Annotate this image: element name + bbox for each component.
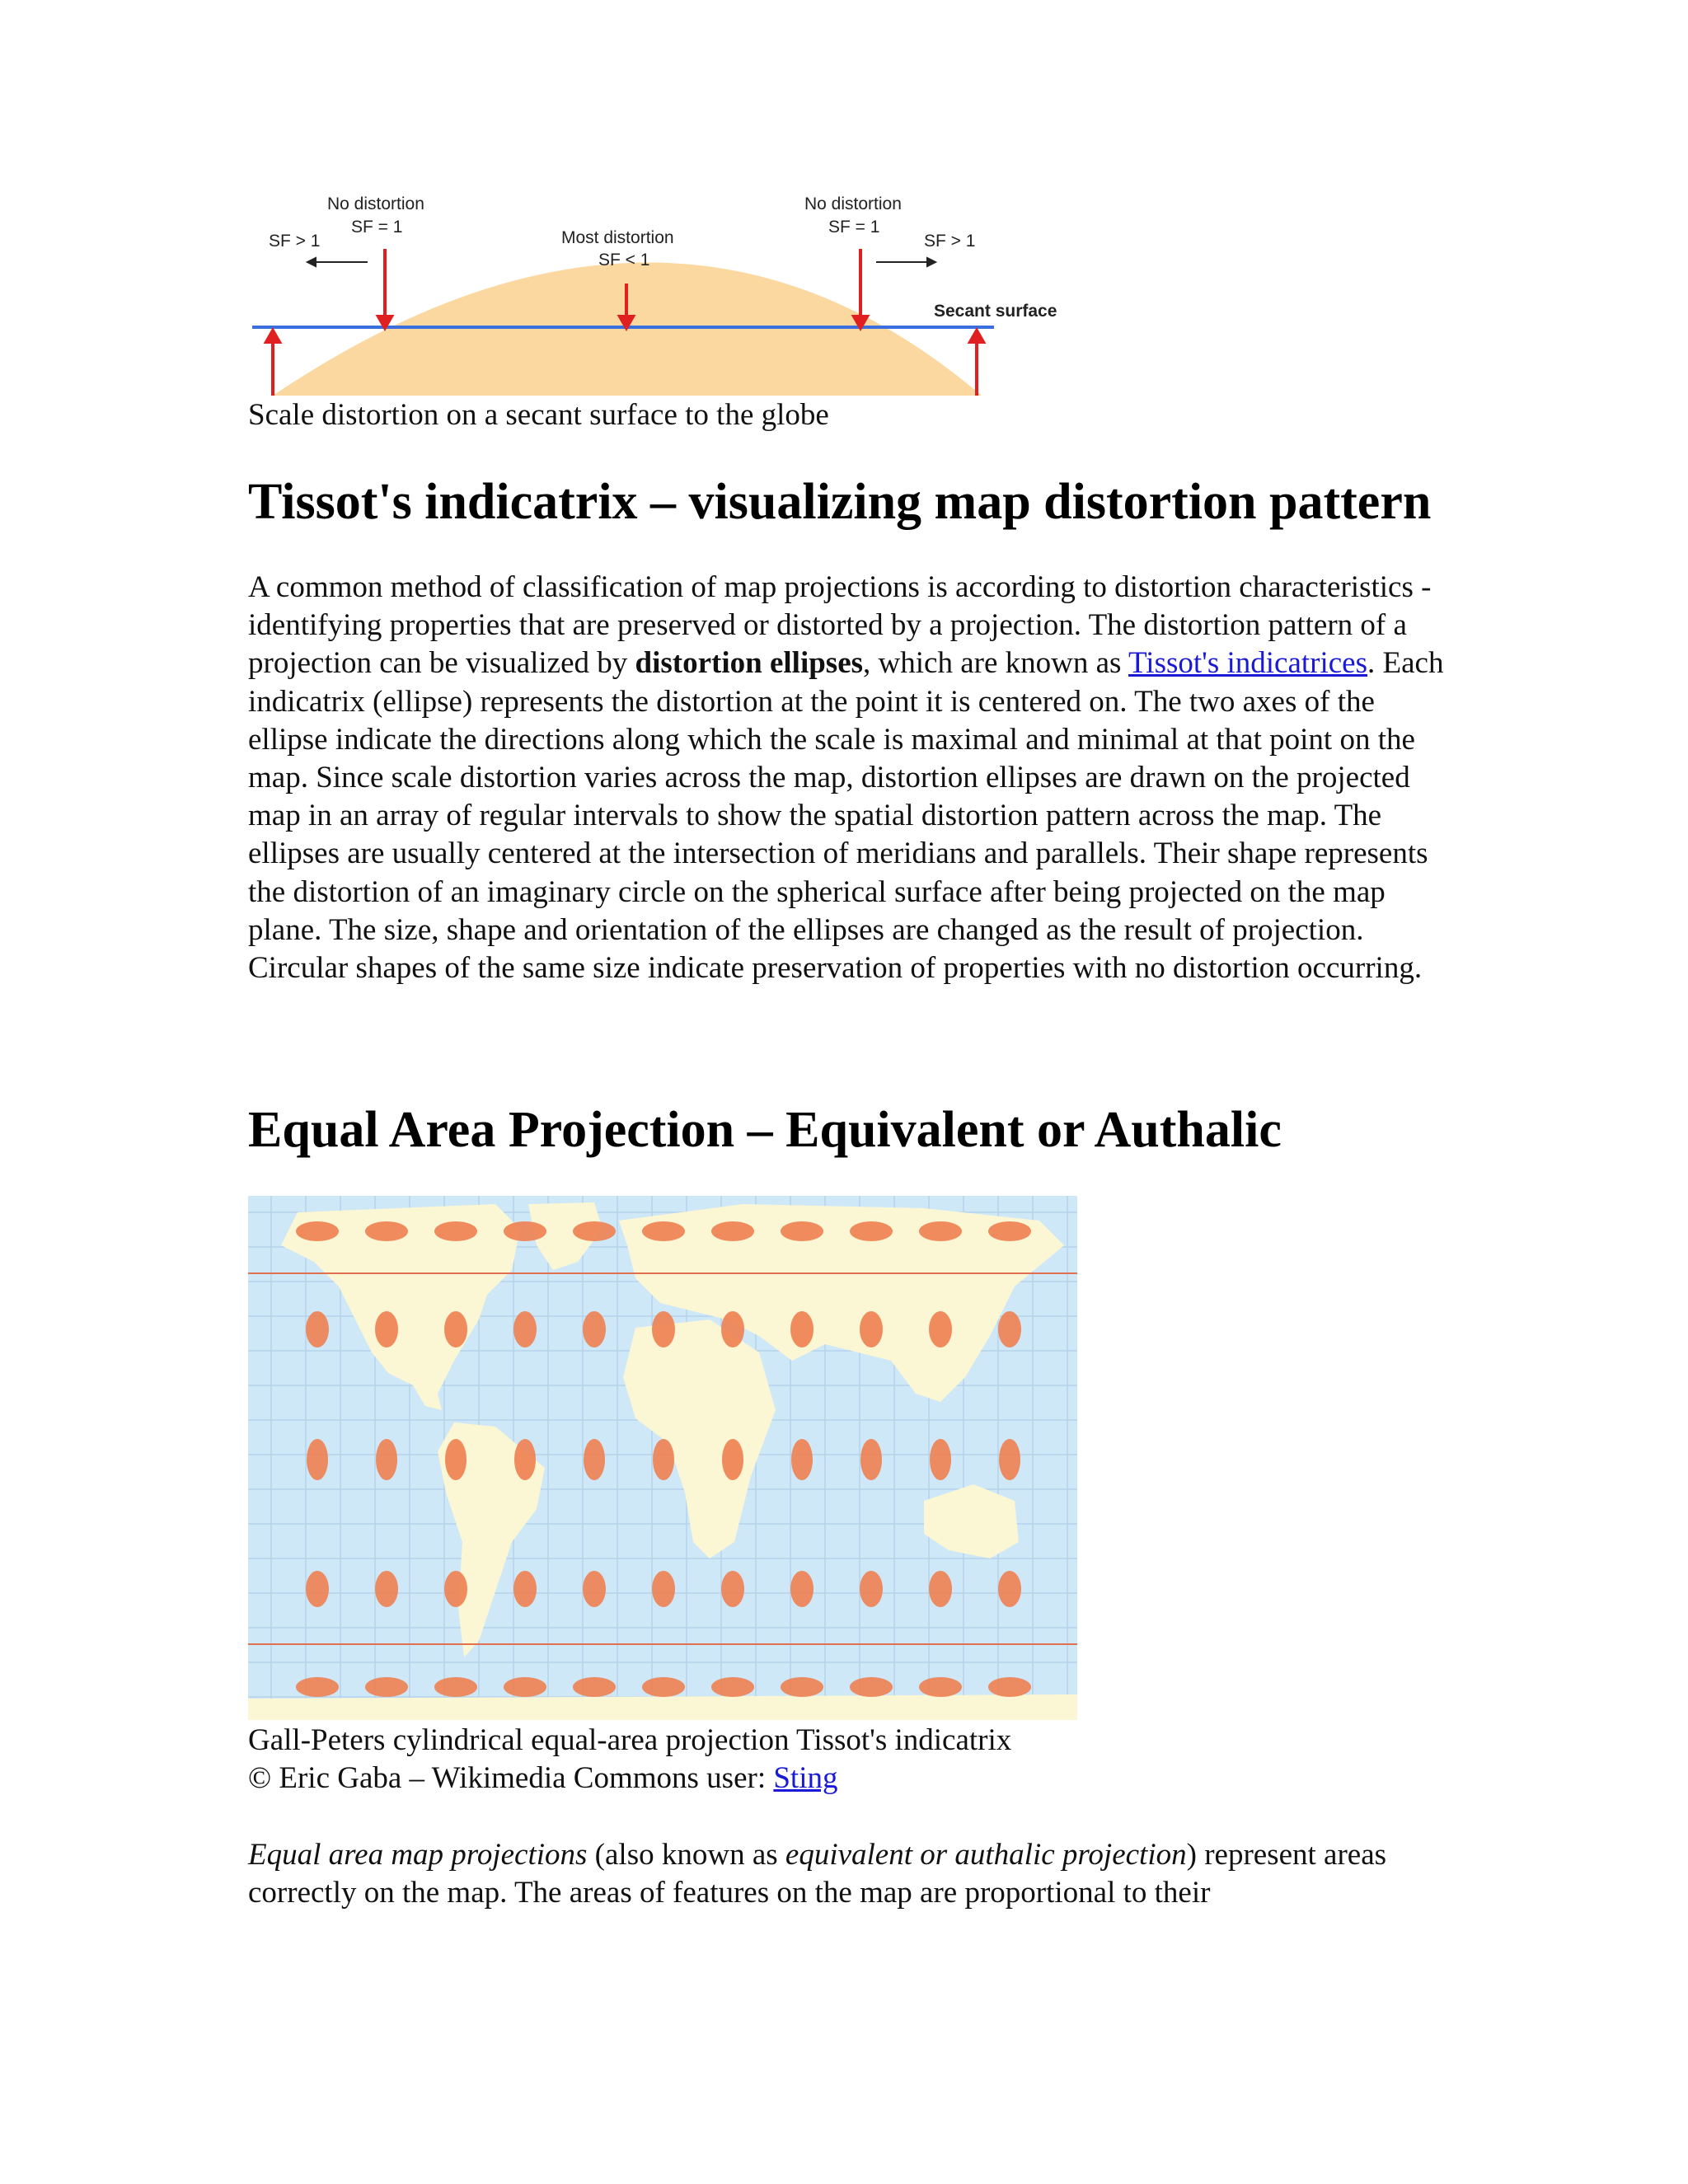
map-credit-text: © Eric Gaba – Wikimedia Commons user: <box>248 1761 774 1795</box>
tissot-ellipse <box>781 1221 823 1241</box>
tissot-ellipse <box>434 1221 477 1241</box>
tissot-ellipse <box>584 1439 605 1480</box>
right-sf-greater-label: SF > 1 <box>924 232 976 251</box>
tissot-ellipse <box>929 1311 952 1347</box>
tissot-ellipse <box>434 1677 477 1697</box>
tissot-ellipse <box>653 1439 674 1480</box>
equal-area-text-b: ) represent areas correctly on the map. The areas of features on the map are proportional to their <box>248 1838 1387 1910</box>
tissot-ellipse <box>711 1221 754 1241</box>
secant-distortion-diagram <box>248 191 1081 397</box>
equal-area-italic: Equal area map projections <box>248 1838 588 1872</box>
sting-link[interactable]: Sting <box>773 1761 838 1795</box>
tissot-ellipse <box>711 1677 754 1697</box>
tissot-ellipse <box>652 1571 675 1607</box>
tissot-ellipse <box>375 1571 398 1607</box>
tissot-ellipse <box>850 1221 893 1241</box>
figure1-caption: Scale distortion on a secant surface to the globe <box>248 398 829 432</box>
tissot-ellipse <box>375 1311 398 1347</box>
tissot-ellipse <box>721 1571 744 1607</box>
tissot-ellipse <box>513 1571 537 1607</box>
equal-area-paragraph <box>248 1836 1451 1912</box>
tissot-ellipse <box>306 1311 329 1347</box>
tissot-ellipse <box>573 1221 616 1241</box>
center-sf-label: SF < 1 <box>598 251 650 269</box>
tissot-ellipse <box>296 1221 339 1241</box>
arrow-right-direction <box>876 258 935 266</box>
tissot-text-a: A common method of classification of map projections is according to distortion characteristics - identifying properties that are preserved or distorted by a projection. The distortion pattern of a projection can be visualized by <box>248 570 1432 681</box>
tissot-ellipse <box>998 1311 1021 1347</box>
left-no-distortion-label: No distortion <box>327 194 424 213</box>
tissot-ellipse <box>365 1677 408 1697</box>
tissot-ellipse <box>642 1677 685 1697</box>
tissot-ellipse <box>583 1571 606 1607</box>
gall-peters-map <box>248 1196 1077 1720</box>
tissot-ellipse <box>296 1677 339 1697</box>
right-sf-label: SF = 1 <box>828 218 880 237</box>
authalic-italic: equivalent or authalic projection <box>785 1838 1187 1872</box>
tissot-ellipse <box>781 1677 823 1697</box>
tissot-ellipse <box>376 1439 397 1480</box>
tissot-ellipse <box>445 1439 467 1480</box>
map-credit <box>248 1760 838 1797</box>
arrow-right-edge-up <box>970 330 983 396</box>
map-caption: Gall-Peters cylindrical equal-area projection Tissot's indicatrix <box>248 1723 1012 1757</box>
tissot-ellipse <box>790 1571 814 1607</box>
tissot-ellipse <box>642 1221 685 1241</box>
tissot-ellipse <box>504 1677 546 1697</box>
tissot-ellipse <box>722 1439 743 1480</box>
tissot-ellipse <box>365 1221 408 1241</box>
tissot-ellipse <box>998 1571 1021 1607</box>
tissot-text-b: , which are known as <box>863 646 1128 681</box>
tissot-ellipse <box>307 1439 328 1480</box>
tissot-ellipse <box>930 1439 951 1480</box>
tissot-heading: Tissot's indicatrix – visualizing map distortion pattern <box>248 474 1432 530</box>
tissot-ellipse <box>790 1311 814 1347</box>
tissot-ellipse <box>504 1221 546 1241</box>
right-no-distortion-label: No distortion <box>804 194 902 213</box>
tissot-ellipse <box>444 1311 467 1347</box>
tissot-ellipse <box>860 1571 883 1607</box>
center-most-distortion-label: Most distortion <box>561 228 674 247</box>
tissot-ellipse <box>860 1439 882 1480</box>
arrow-left-contact <box>378 249 392 328</box>
tissot-indicatrices-link[interactable]: Tissot's indicatrices <box>1128 646 1368 681</box>
secant-surface-label: Secant surface <box>934 302 1057 321</box>
tissot-ellipse <box>860 1311 883 1347</box>
tissot-ellipse <box>652 1311 675 1347</box>
equal-area-heading: Equal Area Projection – Equivalent or Authalic <box>248 1102 1282 1158</box>
tissot-ellipse <box>306 1571 329 1607</box>
tissot-text-c: . Each indicatrix (ellipse) represents the distortion at the point it is centered on. The two axes of the ellipse indicate the directions along which the scale is maximal and minimal at that point on the map. Since scale distortion varies across the map, distortion ellipses are drawn on the projected map in an array of regular intervals to show the spatial distortion pattern across the map. The ellipses are usually centered at the intersection of meridians and parallels. Their shape represents the distortion of an imaginary circle on the spherical surface after being projected on the map plane. The size, shape and orientation of the ellipses are changed as the result of projection. Circular shapes of the same size indicate preservation of properties with no distortion occurring. <box>248 646 1444 986</box>
tissot-ellipse <box>988 1221 1031 1241</box>
tissot-ellipse <box>573 1677 616 1697</box>
tissot-ellipse <box>791 1439 813 1480</box>
arrow-left-edge-up <box>266 330 279 396</box>
distortion-ellipses-bold: distortion ellipses <box>635 646 864 681</box>
tissot-ellipse <box>514 1439 536 1480</box>
tissot-ellipse <box>583 1311 606 1347</box>
arrow-left-direction <box>307 258 368 266</box>
tissot-ellipse <box>919 1221 962 1241</box>
left-sf-label: SF = 1 <box>351 218 403 237</box>
tissot-paragraph <box>248 569 1451 987</box>
tissot-ellipse <box>513 1311 537 1347</box>
tissot-ellipse <box>988 1677 1031 1697</box>
left-sf-greater-label: SF > 1 <box>269 232 321 251</box>
tissot-ellipse <box>850 1677 893 1697</box>
tissot-ellipse <box>999 1439 1020 1480</box>
tissot-ellipse <box>929 1571 952 1607</box>
tissot-ellipse <box>444 1571 467 1607</box>
tissot-ellipse <box>919 1677 962 1697</box>
tissot-ellipse <box>721 1311 744 1347</box>
equal-area-text-a: (also known as <box>587 1838 785 1872</box>
antarctica <box>248 1694 1077 1720</box>
arrow-right-contact <box>854 249 867 328</box>
